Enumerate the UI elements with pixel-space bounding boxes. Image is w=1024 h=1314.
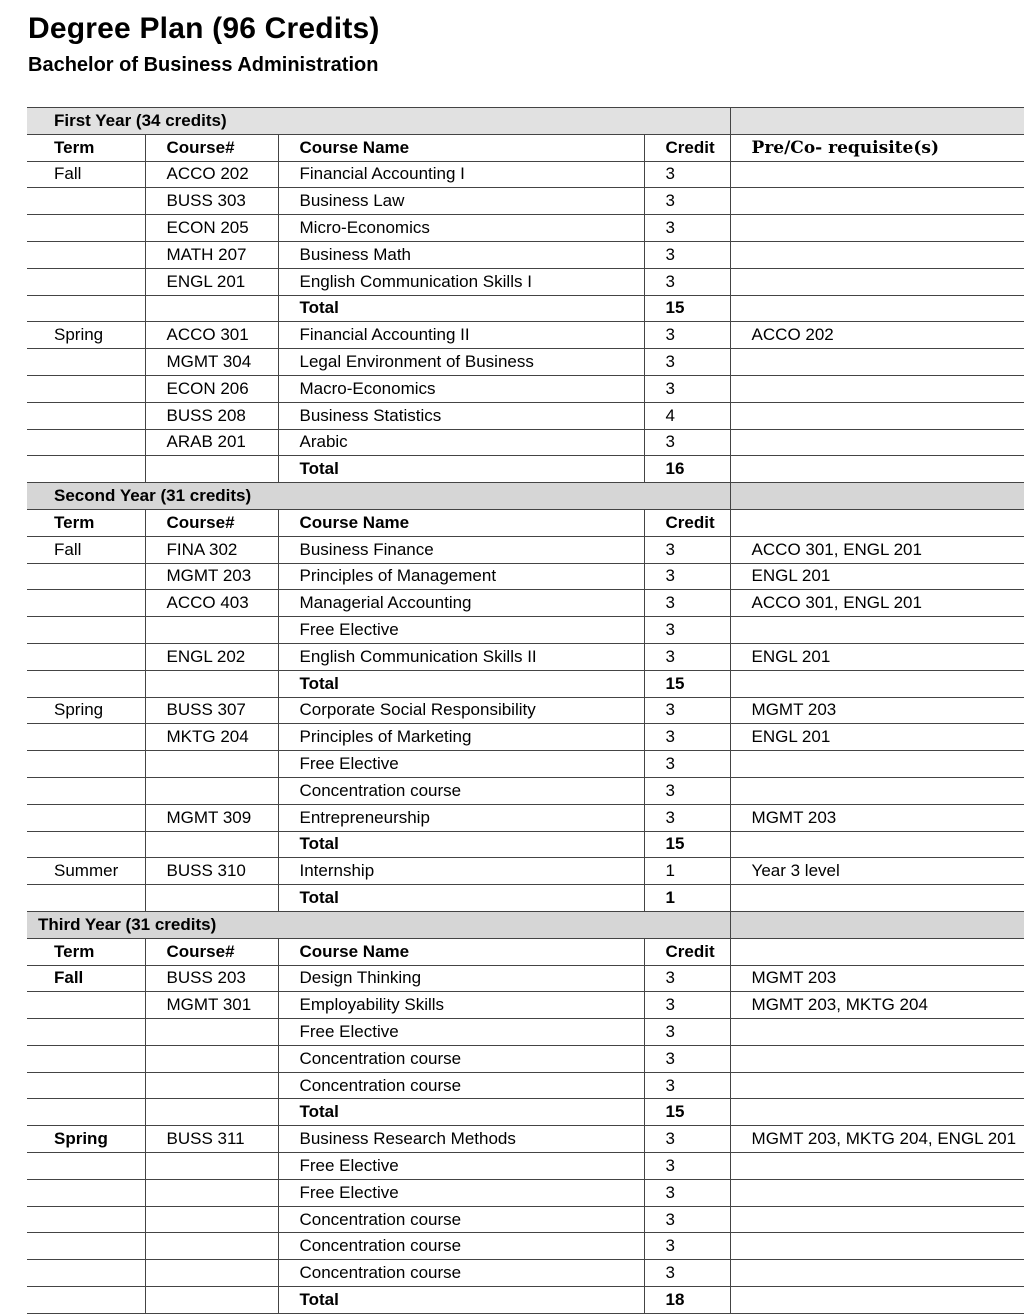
credit-cell: 3 (644, 188, 730, 215)
course-row (27, 161, 1024, 188)
requisite-cell: MGMT 203 (730, 697, 1024, 724)
course-code-cell (145, 1179, 278, 1206)
year-header-row (27, 483, 1024, 510)
requisite-cell: ACCO 202 (730, 322, 1024, 349)
term-cell (27, 375, 145, 402)
course-code-cell (145, 831, 278, 858)
course-name-cell: Business Math (278, 241, 644, 268)
year-heading: First Year (34 credits) (27, 108, 730, 135)
credit-cell: 3 (644, 643, 730, 670)
total-credit: 16 (644, 456, 730, 483)
course-code-cell: ECON 206 (145, 375, 278, 402)
course-row (27, 777, 1024, 804)
term-cell (27, 1179, 145, 1206)
credit-cell: 3 (644, 965, 730, 992)
requisite-cell (730, 617, 1024, 644)
column-header-term: Term (27, 509, 145, 536)
total-credit: 1 (644, 885, 730, 912)
course-row (27, 375, 1024, 402)
year-heading: Second Year (31 credits) (27, 483, 730, 510)
course-code-cell: FINA 302 (145, 536, 278, 563)
credit-cell: 3 (644, 1233, 730, 1260)
column-header-term: Term (27, 938, 145, 965)
credit-cell: 3 (644, 1019, 730, 1046)
term-cell: Spring (27, 1126, 145, 1153)
term-cell (27, 295, 145, 322)
term-cell: Spring (27, 697, 145, 724)
term-cell (27, 643, 145, 670)
course-name-cell: Concentration course (278, 1045, 644, 1072)
term-cell (27, 429, 145, 456)
total-row (27, 295, 1024, 322)
course-name-cell: Concentration course (278, 777, 644, 804)
course-code-cell: BUSS 303 (145, 188, 278, 215)
term-cell (27, 188, 145, 215)
course-name-cell: Concentration course (278, 1233, 644, 1260)
course-row (27, 188, 1024, 215)
course-code-cell (145, 1099, 278, 1126)
course-name-cell: Principles of Management (278, 563, 644, 590)
column-header-name: Course Name (278, 938, 644, 965)
term-cell (27, 1287, 145, 1314)
requisite-cell: ACCO 301, ENGL 201 (730, 536, 1024, 563)
degree-plan-table (27, 107, 1024, 1314)
credit-cell: 3 (644, 1206, 730, 1233)
term-cell (27, 1072, 145, 1099)
credit-cell: 3 (644, 268, 730, 295)
total-label: Total (278, 1099, 644, 1126)
course-code-cell (145, 777, 278, 804)
credit-cell: 3 (644, 375, 730, 402)
total-row (27, 1099, 1024, 1126)
credit-cell: 3 (644, 1260, 730, 1287)
credit-cell: 3 (644, 590, 730, 617)
course-code-cell (145, 1072, 278, 1099)
course-code-cell: ACCO 403 (145, 590, 278, 617)
year-heading: Third Year (31 credits) (27, 911, 730, 938)
course-code-cell (145, 1206, 278, 1233)
term-cell (27, 617, 145, 644)
credit-cell: 1 (644, 858, 730, 885)
course-name-cell: Business Research Methods (278, 1126, 644, 1153)
course-row (27, 536, 1024, 563)
requisite-cell (730, 268, 1024, 295)
year-header-row (27, 108, 1024, 135)
course-row (27, 1153, 1024, 1180)
term-cell (27, 241, 145, 268)
column-header-credit: Credit (644, 134, 730, 161)
column-header-credit: Credit (644, 509, 730, 536)
term-cell (27, 268, 145, 295)
term-cell (27, 804, 145, 831)
term-cell (27, 831, 145, 858)
course-code-cell: MGMT 304 (145, 349, 278, 376)
term-cell (27, 349, 145, 376)
requisite-cell (730, 1153, 1024, 1180)
course-code-cell (145, 1153, 278, 1180)
course-code-cell: ARAB 201 (145, 429, 278, 456)
year-heading-filler (730, 108, 1024, 135)
requisite-cell (730, 777, 1024, 804)
requisite-cell (730, 1019, 1024, 1046)
course-code-cell (145, 1019, 278, 1046)
credit-cell: 3 (644, 751, 730, 778)
course-code-cell: BUSS 203 (145, 965, 278, 992)
credit-cell: 3 (644, 1179, 730, 1206)
credit-cell: 3 (644, 429, 730, 456)
course-row (27, 965, 1024, 992)
course-code-cell: ACCO 202 (145, 161, 278, 188)
total-row (27, 1287, 1024, 1314)
total-label: Total (278, 831, 644, 858)
total-label: Total (278, 670, 644, 697)
course-row (27, 349, 1024, 376)
column-header-requisites (730, 938, 1024, 965)
course-name-cell: Legal Environment of Business (278, 349, 644, 376)
credit-cell: 3 (644, 992, 730, 1019)
course-code-cell: BUSS 208 (145, 402, 278, 429)
course-row (27, 724, 1024, 751)
term-cell: Fall (27, 536, 145, 563)
course-name-cell: Design Thinking (278, 965, 644, 992)
course-row (27, 590, 1024, 617)
credit-cell: 3 (644, 1045, 730, 1072)
total-label: Total (278, 885, 644, 912)
course-name-cell: Employability Skills (278, 992, 644, 1019)
requisite-cell (730, 161, 1024, 188)
credit-cell: 3 (644, 1072, 730, 1099)
credit-cell: 3 (644, 215, 730, 242)
course-row (27, 1233, 1024, 1260)
course-name-cell: Micro-Economics (278, 215, 644, 242)
course-code-cell: MGMT 203 (145, 563, 278, 590)
course-name-cell: Entrepreneurship (278, 804, 644, 831)
requisite-cell (730, 402, 1024, 429)
column-header-code: Course# (145, 509, 278, 536)
course-row (27, 1260, 1024, 1287)
course-row (27, 1126, 1024, 1153)
course-row (27, 1072, 1024, 1099)
course-code-cell: MATH 207 (145, 241, 278, 268)
total-label: Total (278, 1287, 644, 1314)
column-header-row (27, 134, 1024, 161)
requisite-cell: MGMT 203, MKTG 204 (730, 992, 1024, 1019)
course-row (27, 617, 1024, 644)
year-header-row (27, 911, 1024, 938)
requisite-cell: ENGL 201 (730, 563, 1024, 590)
requisite-cell (730, 1099, 1024, 1126)
course-code-cell: ACCO 301 (145, 322, 278, 349)
term-cell (27, 1099, 145, 1126)
credit-cell: 3 (644, 161, 730, 188)
term-cell (27, 751, 145, 778)
course-code-cell: MGMT 301 (145, 992, 278, 1019)
total-row (27, 885, 1024, 912)
requisite-cell: ACCO 301, ENGL 201 (730, 590, 1024, 617)
course-row (27, 1045, 1024, 1072)
requisite-cell (730, 1072, 1024, 1099)
course-name-cell: Free Elective (278, 617, 644, 644)
term-cell (27, 1045, 145, 1072)
column-header-code: Course# (145, 938, 278, 965)
credit-cell: 4 (644, 402, 730, 429)
course-code-cell: BUSS 307 (145, 697, 278, 724)
course-name-cell: Concentration course (278, 1206, 644, 1233)
requisite-cell (730, 295, 1024, 322)
total-credit: 15 (644, 1099, 730, 1126)
total-row (27, 831, 1024, 858)
course-row (27, 1019, 1024, 1046)
column-header-row (27, 509, 1024, 536)
column-header-row (27, 938, 1024, 965)
term-cell (27, 456, 145, 483)
total-label: Total (278, 456, 644, 483)
course-row (27, 322, 1024, 349)
course-name-cell: Financial Accounting II (278, 322, 644, 349)
degree-plan-body (27, 108, 1024, 1314)
course-row (27, 1179, 1024, 1206)
credit-cell: 3 (644, 536, 730, 563)
course-code-cell (145, 670, 278, 697)
course-code-cell (145, 885, 278, 912)
column-header-name: Course Name (278, 134, 644, 161)
course-code-cell (145, 617, 278, 644)
requisite-cell (730, 215, 1024, 242)
requisite-cell (730, 456, 1024, 483)
course-code-cell (145, 1045, 278, 1072)
credit-cell: 3 (644, 777, 730, 804)
total-label: Total (278, 295, 644, 322)
course-name-cell: English Communication Skills I (278, 268, 644, 295)
requisite-cell: MGMT 203 (730, 965, 1024, 992)
term-cell: Spring (27, 322, 145, 349)
column-header-name: Course Name (278, 509, 644, 536)
year-heading-filler (730, 483, 1024, 510)
course-row (27, 992, 1024, 1019)
credit-cell: 3 (644, 241, 730, 268)
course-name-cell: Macro-Economics (278, 375, 644, 402)
course-code-cell (145, 751, 278, 778)
course-name-cell: Managerial Accounting (278, 590, 644, 617)
course-code-cell: MKTG 204 (145, 724, 278, 751)
requisite-cell (730, 885, 1024, 912)
requisite-cell (730, 241, 1024, 268)
total-row (27, 456, 1024, 483)
term-cell: Fall (27, 965, 145, 992)
term-cell (27, 402, 145, 429)
course-name-cell: Business Law (278, 188, 644, 215)
term-cell (27, 215, 145, 242)
term-cell (27, 1233, 145, 1260)
credit-cell: 3 (644, 1153, 730, 1180)
course-code-cell (145, 456, 278, 483)
requisite-cell (730, 751, 1024, 778)
total-credit: 15 (644, 670, 730, 697)
total-credit: 15 (644, 831, 730, 858)
page-subtitle: Bachelor of Business Administration (28, 54, 379, 76)
course-code-cell (145, 1287, 278, 1314)
course-code-cell (145, 1233, 278, 1260)
term-cell (27, 885, 145, 912)
term-cell (27, 1153, 145, 1180)
course-name-cell: Corporate Social Responsibility (278, 697, 644, 724)
column-header-term: Term (27, 134, 145, 161)
course-name-cell: Internship (278, 858, 644, 885)
course-name-cell: Financial Accounting I (278, 161, 644, 188)
credit-cell: 3 (644, 804, 730, 831)
course-name-cell: Free Elective (278, 751, 644, 778)
course-row (27, 241, 1024, 268)
course-row (27, 215, 1024, 242)
course-code-cell (145, 1260, 278, 1287)
course-name-cell: Principles of Marketing (278, 724, 644, 751)
column-header-code: Course# (145, 134, 278, 161)
requisite-cell: ENGL 201 (730, 724, 1024, 751)
course-row (27, 643, 1024, 670)
page-title: Degree Plan (96 Credits) (28, 12, 380, 45)
course-code-cell: BUSS 310 (145, 858, 278, 885)
course-name-cell: English Communication Skills II (278, 643, 644, 670)
requisite-cell (730, 1179, 1024, 1206)
course-name-cell: Concentration course (278, 1072, 644, 1099)
requisite-cell (730, 1045, 1024, 1072)
term-cell: Summer (27, 858, 145, 885)
column-header-requisites (730, 509, 1024, 536)
term-cell (27, 992, 145, 1019)
course-name-cell: Business Statistics (278, 402, 644, 429)
requisite-cell (730, 349, 1024, 376)
course-name-cell: Business Finance (278, 536, 644, 563)
requisite-cell (730, 1260, 1024, 1287)
credit-cell: 3 (644, 697, 730, 724)
course-row (27, 804, 1024, 831)
requisite-cell (730, 831, 1024, 858)
course-row (27, 858, 1024, 885)
column-header-requisites: Pre/Co- requisite(s) (730, 134, 1024, 161)
total-credit: 15 (644, 295, 730, 322)
course-code-cell: ECON 205 (145, 215, 278, 242)
credit-cell: 3 (644, 1126, 730, 1153)
term-cell (27, 1260, 145, 1287)
course-row (27, 697, 1024, 724)
term-cell (27, 590, 145, 617)
course-code-cell: ENGL 201 (145, 268, 278, 295)
requisite-cell: Year 3 level (730, 858, 1024, 885)
course-name-cell: Free Elective (278, 1019, 644, 1046)
course-code-cell: BUSS 311 (145, 1126, 278, 1153)
course-code-cell: ENGL 202 (145, 643, 278, 670)
course-row (27, 751, 1024, 778)
credit-cell: 3 (644, 322, 730, 349)
course-name-cell: Free Elective (278, 1153, 644, 1180)
term-cell (27, 670, 145, 697)
total-row (27, 670, 1024, 697)
requisite-cell (730, 1233, 1024, 1260)
term-cell (27, 724, 145, 751)
requisite-cell: ENGL 201 (730, 643, 1024, 670)
requisite-cell: MGMT 203 (730, 804, 1024, 831)
requisite-cell (730, 188, 1024, 215)
requisite-cell: MGMT 203, MKTG 204, ENGL 201 (730, 1126, 1024, 1153)
credit-cell: 3 (644, 724, 730, 751)
course-code-cell (145, 295, 278, 322)
requisite-cell (730, 1206, 1024, 1233)
credit-cell: 3 (644, 349, 730, 376)
requisite-cell (730, 1287, 1024, 1314)
term-cell: Fall (27, 161, 145, 188)
year-heading-filler (730, 911, 1024, 938)
requisite-cell (730, 670, 1024, 697)
course-code-cell: MGMT 309 (145, 804, 278, 831)
course-row (27, 1206, 1024, 1233)
column-header-credit: Credit (644, 938, 730, 965)
total-credit: 18 (644, 1287, 730, 1314)
course-row (27, 268, 1024, 295)
course-row (27, 429, 1024, 456)
requisite-cell (730, 429, 1024, 456)
credit-cell: 3 (644, 563, 730, 590)
course-name-cell: Arabic (278, 429, 644, 456)
requisite-cell (730, 375, 1024, 402)
course-name-cell: Free Elective (278, 1179, 644, 1206)
course-row (27, 563, 1024, 590)
term-cell (27, 1206, 145, 1233)
credit-cell: 3 (644, 617, 730, 644)
term-cell (27, 563, 145, 590)
term-cell (27, 1019, 145, 1046)
course-name-cell: Concentration course (278, 1260, 644, 1287)
term-cell (27, 777, 145, 804)
course-row (27, 402, 1024, 429)
